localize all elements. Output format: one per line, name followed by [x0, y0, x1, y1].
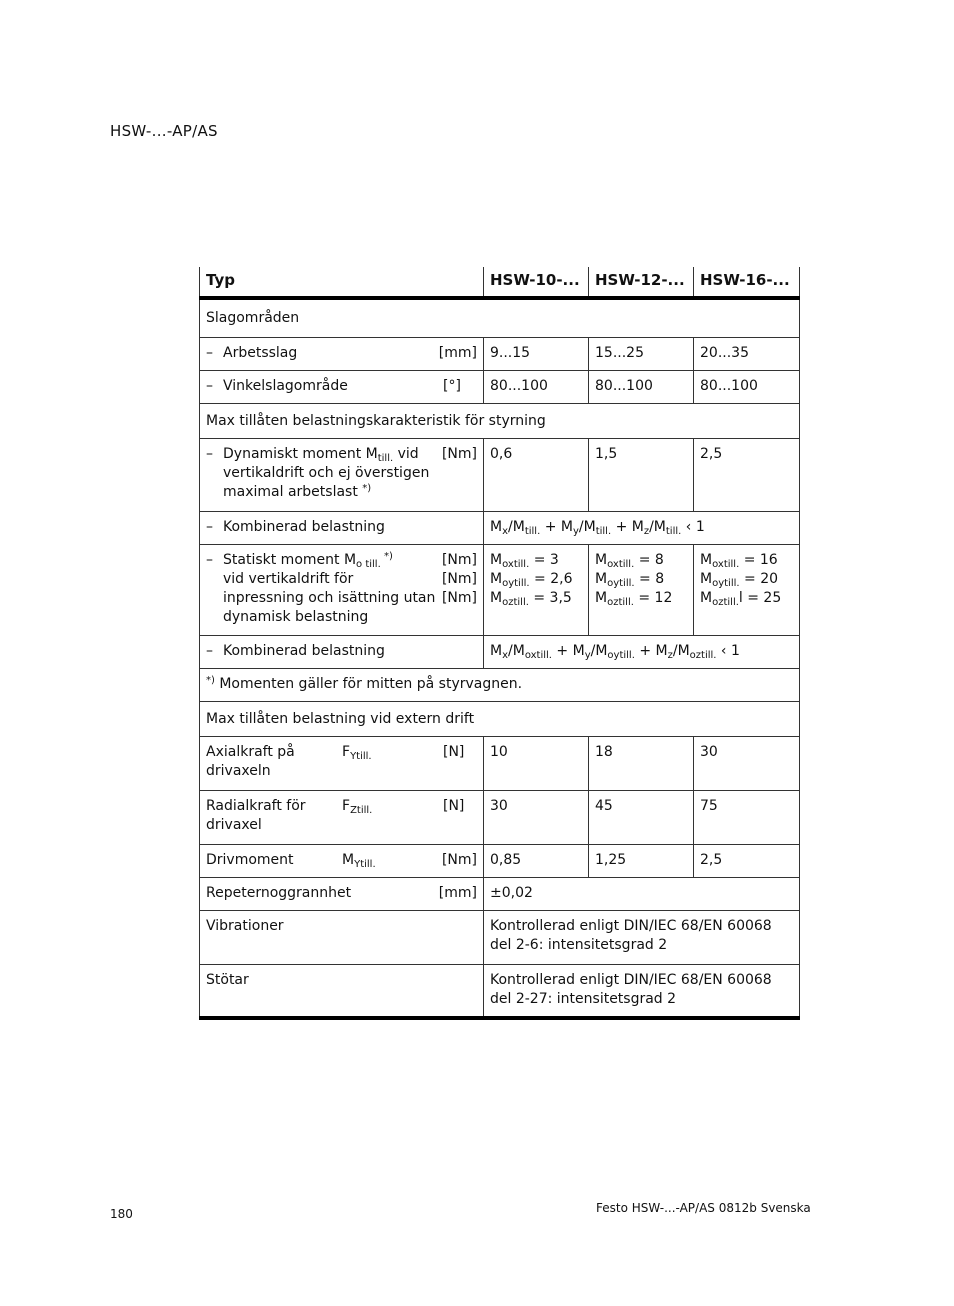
cell-value: Kontrollerad enligt DIN/IEC 68/EN 60068 del 2-6: intensitetsgrad 2 [484, 911, 800, 965]
footnote: *) Momenten gäller för mitten på styrvagnen. [200, 669, 800, 702]
footnote-row [200, 669, 800, 702]
cell-value: Kontrollerad enligt DIN/IEC 68/EN 60068 del 2-27: intensitetsgrad 2 [484, 965, 800, 1019]
col-header-hsw10: HSW-10-... [484, 267, 589, 298]
row-label: Axialkraft på drivaxeln [206, 744, 295, 779]
moment-value: $M_{oztill.} = 3,5$ [490, 590, 572, 608]
row-unit: [Nm] [441, 852, 477, 868]
table-row-repeatability [200, 878, 800, 911]
table-row-vibrations [200, 911, 800, 965]
cell-value: 45 [589, 791, 694, 845]
page-header-title: HSW-...-AP/AS [110, 122, 218, 140]
spec-table [199, 267, 800, 1020]
table-row-radial [200, 791, 800, 845]
row-label: Repeternoggrannhet [206, 885, 352, 901]
cell-value: 18 [589, 737, 694, 791]
table-row-drive-torque [200, 845, 800, 878]
row-symbol: $F_{Ytill.}$ [342, 744, 372, 762]
col-header-typ: Typ [200, 267, 484, 298]
table-row-dynamic-moment [200, 439, 800, 512]
page-number: 180 [110, 1207, 133, 1221]
cell-value: 80...100 [484, 371, 589, 404]
moment-value: $M_{oxtill.} = 8$ [595, 552, 664, 570]
moment-value: $M_{oztill.}l = 25$ [700, 590, 782, 608]
moment-value: $M_{oytill.} = 2,6$ [490, 571, 573, 589]
row-unit: [N] [443, 798, 465, 814]
table-row-arbetsslag [200, 338, 800, 371]
dash: – [206, 345, 213, 361]
table-row-combined-load-2 [200, 636, 800, 669]
section-label: Slagområden [200, 298, 800, 338]
row-label: Vibrationer [200, 911, 484, 965]
cell-value: 2,5 [694, 845, 800, 878]
section-label: Max tillåten belastning vid extern drift [200, 702, 800, 737]
dash: – [206, 378, 213, 394]
table-row-shocks [200, 965, 800, 1019]
row-label: Arbetsslag [223, 345, 298, 361]
moment-value: $M_{oztill.} = 12$ [595, 590, 673, 608]
cell-value: 80...100 [694, 371, 800, 404]
col-header-hsw16: HSW-16-... [694, 267, 800, 298]
dash: – [206, 519, 213, 535]
row-label: Radialkraft för drivaxel [206, 798, 306, 833]
section-label: Max tillåten belastningskarakteristik för styrning [200, 404, 800, 439]
cell-value: 1,5 [589, 439, 694, 512]
dash: – [206, 552, 213, 568]
table-row-axial [200, 737, 800, 791]
formula-cell: $M_x/M_{oxtill.} + M_y/M_{oytill.} + M_z/M_{oztill.}$ ‹ 1 [484, 636, 800, 669]
cell-value: 30 [694, 737, 800, 791]
section-row-external [200, 702, 800, 737]
moment-value: $M_{oxtill.} = 16$ [700, 552, 778, 570]
row-label: Dynamiskt moment $M_{till.}$ vid vertikaldrift och ej överstigen maximal arbetslast *) [223, 446, 430, 500]
row-unit: [N] [443, 744, 465, 760]
moment-value: $M_{oxtill.} = 3$ [490, 552, 559, 570]
cell-value: 15...25 [589, 338, 694, 371]
row-label: Kombinerad belastning [223, 643, 385, 659]
cell-value: 10 [484, 737, 589, 791]
section-row-guide [200, 404, 800, 439]
row-symbol: $F_{Ztill.}$ [342, 798, 373, 816]
dash: – [206, 446, 213, 462]
row-unit: [Nm] [Nm] [Nm] [441, 552, 477, 606]
table-header-row [200, 267, 800, 298]
cell-value: ±0,02 [484, 878, 800, 911]
cell-moments [589, 545, 694, 636]
formula-cell: $M_x/M_{till.} + M_y/M_{till.} + M_z/M_{till.}$ ‹ 1 [484, 512, 800, 545]
table-row-combined-load-1 [200, 512, 800, 545]
dash: – [206, 643, 213, 659]
cell-value: 75 [694, 791, 800, 845]
row-label: Vinkelslagområde [223, 378, 348, 394]
cell-value: 2,5 [694, 439, 800, 512]
cell-value: 0,85 [484, 845, 589, 878]
cell-moments [484, 545, 589, 636]
col-header-hsw12: HSW-12-... [589, 267, 694, 298]
footer-text: Festo HSW-...-AP/AS 0812b Svenska [596, 1201, 811, 1215]
cell-moments [694, 545, 800, 636]
cell-value: 20...35 [694, 338, 800, 371]
row-unit: [mm] [438, 345, 477, 361]
row-label: Drivmoment [206, 852, 294, 868]
table-row-static-moment [200, 545, 800, 636]
section-row-stroke [200, 298, 800, 338]
cell-value: 0,6 [484, 439, 589, 512]
cell-value: 80...100 [589, 371, 694, 404]
cell-value: 1,25 [589, 845, 694, 878]
cell-value: 9...15 [484, 338, 589, 371]
row-unit: [°] [443, 378, 461, 394]
row-label: Stötar [200, 965, 484, 1019]
row-unit: [Nm] [441, 446, 477, 462]
row-label: Kombinerad belastning [223, 519, 385, 535]
cell-value: 30 [484, 791, 589, 845]
table-row-vinkel [200, 371, 800, 404]
moment-value: $M_{oytill.} = 8$ [595, 571, 665, 589]
row-unit: [mm] [438, 885, 477, 901]
moment-value: $M_{oytill.} = 20$ [700, 571, 779, 589]
row-symbol: $M_{Ytill.}$ [342, 852, 376, 870]
row-label: Statiskt moment $M_{o till.}$ *) vid vertikaldrift för inpressning och isättning utan dynamisk belastning [223, 551, 436, 625]
